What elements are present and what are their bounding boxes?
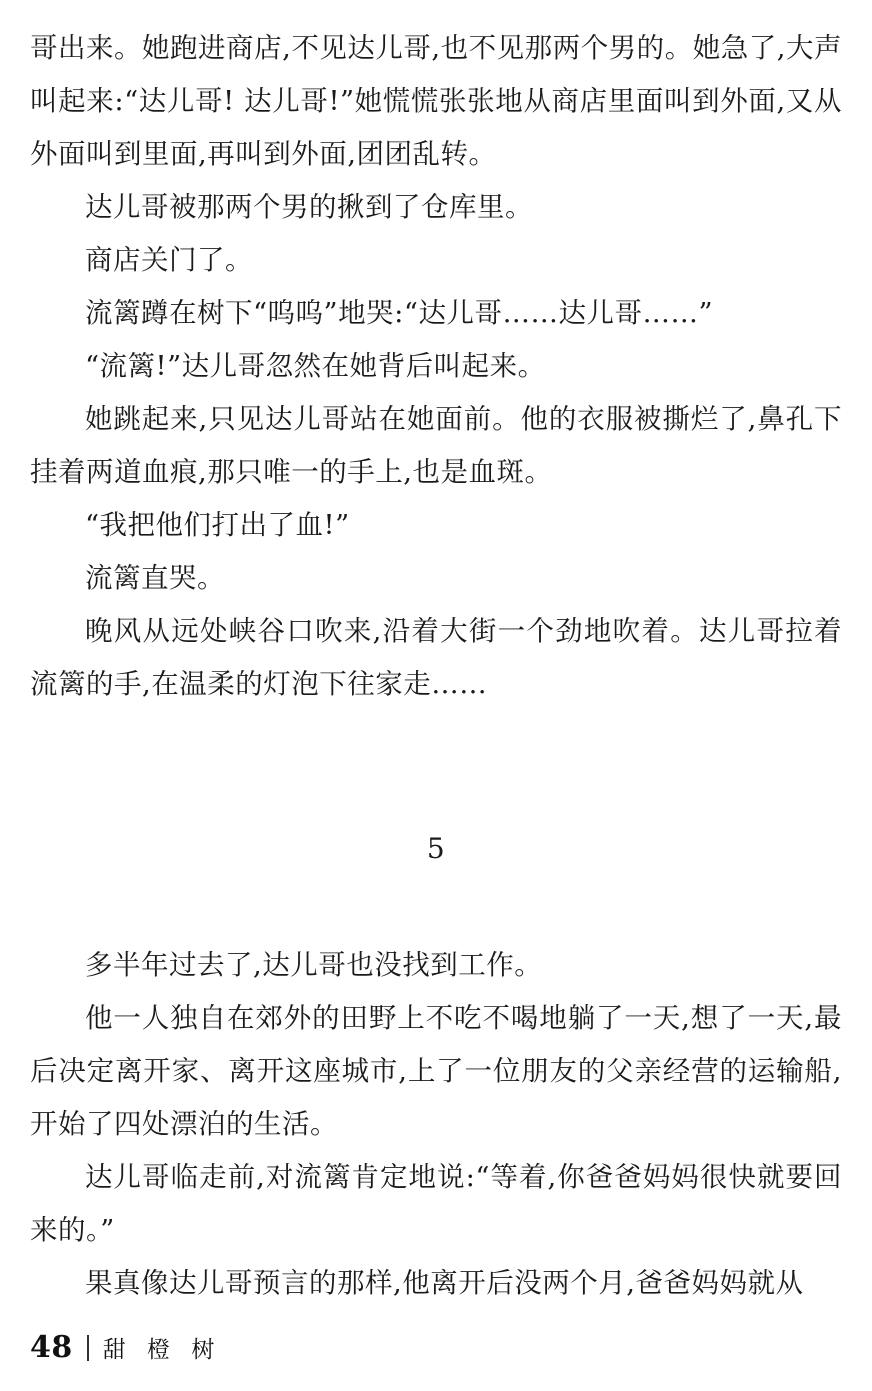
paragraph: 商店关门了。 (85, 244, 253, 276)
paragraph: “流篱!”达儿哥忽然在她背后叫起来。 (85, 350, 546, 382)
paragraph: 哥出来。她跑进商店,不见达儿哥,也不见那两个男的。她急了,大声叫起来:“达儿哥! 达儿哥!”她慌慌张张地从商店里面叫到外面,又从外面叫到里面,再叫到外面,团团乱转。 (30, 32, 842, 170)
paragraph: 他一人独自在郊外的田野上不吃不喝地躺了一天,想了一天,最后决定离开家、离开这座城市,上了一位朋友的父亲经营的运输船,开始了四处漂泊的生活。 (30, 1002, 842, 1140)
section-spacer-bottom (30, 869, 842, 939)
paragraph: 她跳起来,只见达儿哥站在她面前。他的衣服被撕烂了,鼻孔下挂着两道血痕,那只唯一的手上,也是血斑。 (30, 403, 842, 488)
paragraph: 达儿哥临走前,对流篱肯定地说:“等着,你爸爸妈妈很快就要回来的。” (30, 1161, 842, 1246)
page-body (30, 22, 842, 1310)
paragraph: 晚风从远处峡谷口吹来,沿着大街一个劲地吹着。达儿哥拉着流篱的手,在温柔的灯泡下往家走…… (30, 615, 842, 700)
book-title: 甜 橙 树 (102, 1337, 222, 1363)
paragraph: 流篱蹲在树下“呜呜”地哭:“达儿哥……达儿哥……” (85, 297, 713, 329)
paragraph: 果真像达儿哥预言的那样,他离开后没两个月,爸爸妈妈就从 (85, 1267, 804, 1299)
paragraph: 达儿哥被那两个男的揪到了仓库里。 (85, 191, 533, 223)
paragraph: “我把他们打出了血!” (85, 509, 350, 541)
page-number: 48 (30, 1330, 73, 1365)
paragraph: 流篱直哭。 (85, 562, 225, 594)
page-footer (30, 1330, 221, 1365)
section-spacer-top (30, 711, 842, 829)
section-number: 5 (426, 832, 446, 865)
paragraph: 多半年过去了,达儿哥也没找到工作。 (85, 949, 543, 981)
footer-divider (87, 1335, 89, 1361)
